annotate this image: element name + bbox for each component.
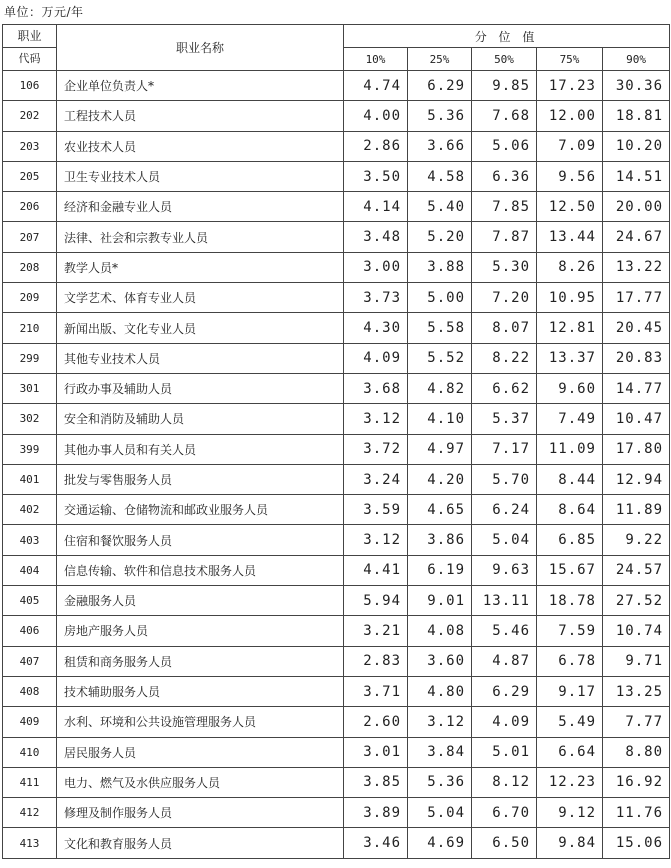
value-p25: 5.04 bbox=[408, 798, 472, 828]
value-p75: 11.09 bbox=[537, 434, 603, 464]
value-p25: 4.58 bbox=[408, 161, 472, 191]
value-p50: 5.37 bbox=[472, 404, 537, 434]
value-p10: 3.72 bbox=[344, 434, 408, 464]
header-percentile-group: 分 位 值 bbox=[344, 25, 670, 48]
table-row bbox=[3, 283, 670, 313]
value-p10: 4.41 bbox=[344, 555, 408, 585]
value-p75: 13.37 bbox=[537, 343, 603, 373]
table-row bbox=[3, 101, 670, 131]
occupation-name: 金融服务人员 bbox=[57, 586, 344, 616]
occupation-name: 工程技术人员 bbox=[57, 101, 344, 131]
value-p50: 9.63 bbox=[472, 555, 537, 585]
value-p75: 7.09 bbox=[537, 131, 603, 161]
header-code-line1: 职业 bbox=[3, 25, 57, 48]
value-p25: 4.08 bbox=[408, 616, 472, 646]
header-p10: 10% bbox=[344, 48, 408, 71]
occupation-name: 行政办事及辅助人员 bbox=[57, 373, 344, 403]
value-p75: 7.49 bbox=[537, 404, 603, 434]
occupation-name: 技术辅助服务人员 bbox=[57, 676, 344, 706]
occupation-code: 207 bbox=[3, 222, 57, 252]
header-p25: 25% bbox=[408, 48, 472, 71]
value-p90: 7.77 bbox=[603, 707, 670, 737]
value-p90: 12.94 bbox=[603, 464, 670, 494]
value-p10: 3.85 bbox=[344, 767, 408, 797]
value-p25: 5.58 bbox=[408, 313, 472, 343]
value-p75: 17.23 bbox=[537, 71, 603, 101]
value-p10: 3.46 bbox=[344, 828, 408, 858]
occupation-name: 电力、燃气及水供应服务人员 bbox=[57, 767, 344, 797]
table-row bbox=[3, 525, 670, 555]
value-p75: 13.44 bbox=[537, 222, 603, 252]
occupation-code: 302 bbox=[3, 404, 57, 434]
value-p90: 14.77 bbox=[603, 373, 670, 403]
value-p50: 4.09 bbox=[472, 707, 537, 737]
occupation-code: 413 bbox=[3, 828, 57, 858]
value-p25: 4.65 bbox=[408, 495, 472, 525]
occupation-code: 210 bbox=[3, 313, 57, 343]
occupation-name: 租赁和商务服务人员 bbox=[57, 646, 344, 676]
value-p75: 9.84 bbox=[537, 828, 603, 858]
value-p25: 3.88 bbox=[408, 252, 472, 282]
value-p25: 5.20 bbox=[408, 222, 472, 252]
occupation-name: 信息传输、软件和信息技术服务人员 bbox=[57, 555, 344, 585]
value-p75: 15.67 bbox=[537, 555, 603, 585]
table-row bbox=[3, 646, 670, 676]
header-p75: 75% bbox=[537, 48, 603, 71]
occupation-code: 202 bbox=[3, 101, 57, 131]
value-p10: 3.68 bbox=[344, 373, 408, 403]
header-p90: 90% bbox=[603, 48, 670, 71]
value-p50: 6.62 bbox=[472, 373, 537, 403]
table-row bbox=[3, 676, 670, 706]
value-p10: 4.30 bbox=[344, 313, 408, 343]
occupation-name: 文学艺术、体育专业人员 bbox=[57, 283, 344, 313]
value-p50: 6.24 bbox=[472, 495, 537, 525]
value-p50: 9.85 bbox=[472, 71, 537, 101]
header-code-line2: 代码 bbox=[3, 48, 57, 71]
value-p25: 5.40 bbox=[408, 192, 472, 222]
value-p25: 4.97 bbox=[408, 434, 472, 464]
table-row bbox=[3, 131, 670, 161]
value-p25: 5.00 bbox=[408, 283, 472, 313]
value-p75: 8.44 bbox=[537, 464, 603, 494]
value-p50: 7.20 bbox=[472, 283, 537, 313]
table-row bbox=[3, 767, 670, 797]
value-p10: 3.12 bbox=[344, 404, 408, 434]
value-p25: 4.82 bbox=[408, 373, 472, 403]
value-p90: 20.00 bbox=[603, 192, 670, 222]
occupation-code: 205 bbox=[3, 161, 57, 191]
value-p90: 10.47 bbox=[603, 404, 670, 434]
value-p10: 3.01 bbox=[344, 737, 408, 767]
value-p75: 9.56 bbox=[537, 161, 603, 191]
value-p90: 30.36 bbox=[603, 71, 670, 101]
salary-percentile-table bbox=[2, 24, 670, 859]
value-p75: 6.85 bbox=[537, 525, 603, 555]
occupation-name: 交通运输、仓储物流和邮政业服务人员 bbox=[57, 495, 344, 525]
occupation-name: 文化和教育服务人员 bbox=[57, 828, 344, 858]
occupation-code: 412 bbox=[3, 798, 57, 828]
value-p50: 6.36 bbox=[472, 161, 537, 191]
value-p25: 4.80 bbox=[408, 676, 472, 706]
value-p10: 3.73 bbox=[344, 283, 408, 313]
value-p10: 2.83 bbox=[344, 646, 408, 676]
value-p90: 11.76 bbox=[603, 798, 670, 828]
table-row bbox=[3, 586, 670, 616]
value-p50: 7.87 bbox=[472, 222, 537, 252]
value-p90: 9.22 bbox=[603, 525, 670, 555]
value-p90: 10.20 bbox=[603, 131, 670, 161]
value-p25: 3.12 bbox=[408, 707, 472, 737]
value-p25: 3.86 bbox=[408, 525, 472, 555]
value-p10: 4.00 bbox=[344, 101, 408, 131]
value-p90: 17.77 bbox=[603, 283, 670, 313]
table-row bbox=[3, 555, 670, 585]
table-row bbox=[3, 313, 670, 343]
value-p10: 3.48 bbox=[344, 222, 408, 252]
value-p75: 6.64 bbox=[537, 737, 603, 767]
occupation-name: 企业单位负责人* bbox=[57, 71, 344, 101]
table-row bbox=[3, 828, 670, 858]
value-p90: 13.22 bbox=[603, 252, 670, 282]
unit-label: 单位：万元/年 bbox=[4, 5, 84, 19]
value-p75: 9.60 bbox=[537, 373, 603, 403]
value-p50: 8.12 bbox=[472, 767, 537, 797]
value-p50: 5.06 bbox=[472, 131, 537, 161]
value-p75: 9.12 bbox=[537, 798, 603, 828]
value-p75: 8.64 bbox=[537, 495, 603, 525]
occupation-name: 经济和金融专业人员 bbox=[57, 192, 344, 222]
value-p25: 3.60 bbox=[408, 646, 472, 676]
value-p90: 24.57 bbox=[603, 555, 670, 585]
occupation-code: 399 bbox=[3, 434, 57, 464]
value-p50: 5.30 bbox=[472, 252, 537, 282]
value-p25: 4.69 bbox=[408, 828, 472, 858]
value-p90: 15.06 bbox=[603, 828, 670, 858]
value-p10: 5.94 bbox=[344, 586, 408, 616]
value-p25: 9.01 bbox=[408, 586, 472, 616]
occupation-name: 农业技术人员 bbox=[57, 131, 344, 161]
occupation-name: 住宿和餐饮服务人员 bbox=[57, 525, 344, 555]
value-p25: 4.10 bbox=[408, 404, 472, 434]
value-p75: 12.81 bbox=[537, 313, 603, 343]
occupation-code: 406 bbox=[3, 616, 57, 646]
table-row bbox=[3, 252, 670, 282]
occupation-name: 卫生专业技术人员 bbox=[57, 161, 344, 191]
value-p10: 4.74 bbox=[344, 71, 408, 101]
value-p50: 8.22 bbox=[472, 343, 537, 373]
occupation-code: 410 bbox=[3, 737, 57, 767]
occupation-code: 209 bbox=[3, 283, 57, 313]
occupation-code: 408 bbox=[3, 676, 57, 706]
value-p75: 7.59 bbox=[537, 616, 603, 646]
value-p10: 3.21 bbox=[344, 616, 408, 646]
occupation-name: 修理及制作服务人员 bbox=[57, 798, 344, 828]
occupation-code: 301 bbox=[3, 373, 57, 403]
table-row bbox=[3, 616, 670, 646]
table-row bbox=[3, 707, 670, 737]
value-p50: 6.50 bbox=[472, 828, 537, 858]
value-p50: 7.85 bbox=[472, 192, 537, 222]
value-p75: 12.50 bbox=[537, 192, 603, 222]
value-p10: 4.14 bbox=[344, 192, 408, 222]
value-p90: 8.80 bbox=[603, 737, 670, 767]
value-p50: 13.11 bbox=[472, 586, 537, 616]
occupation-code: 106 bbox=[3, 71, 57, 101]
value-p25: 5.36 bbox=[408, 101, 472, 131]
occupation-name: 教学人员* bbox=[57, 252, 344, 282]
value-p90: 27.52 bbox=[603, 586, 670, 616]
value-p75: 8.26 bbox=[537, 252, 603, 282]
value-p50: 5.01 bbox=[472, 737, 537, 767]
table-row bbox=[3, 71, 670, 101]
value-p10: 2.60 bbox=[344, 707, 408, 737]
value-p75: 12.00 bbox=[537, 101, 603, 131]
value-p90: 13.25 bbox=[603, 676, 670, 706]
occupation-name: 其他办事人员和有关人员 bbox=[57, 434, 344, 464]
value-p90: 20.45 bbox=[603, 313, 670, 343]
header-p50: 50% bbox=[472, 48, 537, 71]
value-p50: 7.17 bbox=[472, 434, 537, 464]
value-p90: 14.51 bbox=[603, 161, 670, 191]
table-row bbox=[3, 404, 670, 434]
value-p90: 10.74 bbox=[603, 616, 670, 646]
value-p75: 9.17 bbox=[537, 676, 603, 706]
value-p75: 6.78 bbox=[537, 646, 603, 676]
occupation-code: 299 bbox=[3, 343, 57, 373]
value-p50: 5.04 bbox=[472, 525, 537, 555]
value-p10: 2.86 bbox=[344, 131, 408, 161]
table-row bbox=[3, 192, 670, 222]
occupation-name: 房地产服务人员 bbox=[57, 616, 344, 646]
value-p10: 3.59 bbox=[344, 495, 408, 525]
value-p25: 5.52 bbox=[408, 343, 472, 373]
occupation-code: 208 bbox=[3, 252, 57, 282]
value-p75: 18.78 bbox=[537, 586, 603, 616]
value-p50: 6.29 bbox=[472, 676, 537, 706]
occupation-code: 402 bbox=[3, 495, 57, 525]
occupation-code: 404 bbox=[3, 555, 57, 585]
value-p25: 5.36 bbox=[408, 767, 472, 797]
value-p90: 18.81 bbox=[603, 101, 670, 131]
table-row bbox=[3, 737, 670, 767]
value-p90: 11.89 bbox=[603, 495, 670, 525]
occupation-code: 405 bbox=[3, 586, 57, 616]
value-p10: 3.89 bbox=[344, 798, 408, 828]
value-p90: 16.92 bbox=[603, 767, 670, 797]
value-p90: 20.83 bbox=[603, 343, 670, 373]
occupation-name: 新闻出版、文化专业人员 bbox=[57, 313, 344, 343]
value-p75: 10.95 bbox=[537, 283, 603, 313]
occupation-name: 法律、社会和宗教专业人员 bbox=[57, 222, 344, 252]
occupation-code: 401 bbox=[3, 464, 57, 494]
value-p50: 5.46 bbox=[472, 616, 537, 646]
value-p50: 5.70 bbox=[472, 464, 537, 494]
value-p10: 3.12 bbox=[344, 525, 408, 555]
value-p25: 6.19 bbox=[408, 555, 472, 585]
occupation-code: 407 bbox=[3, 646, 57, 676]
table-row bbox=[3, 222, 670, 252]
value-p90: 24.67 bbox=[603, 222, 670, 252]
table-row bbox=[3, 343, 670, 373]
value-p25: 6.29 bbox=[408, 71, 472, 101]
occupation-code: 403 bbox=[3, 525, 57, 555]
value-p10: 3.50 bbox=[344, 161, 408, 191]
value-p25: 3.84 bbox=[408, 737, 472, 767]
value-p75: 5.49 bbox=[537, 707, 603, 737]
table-row bbox=[3, 434, 670, 464]
value-p90: 17.80 bbox=[603, 434, 670, 464]
value-p10: 4.09 bbox=[344, 343, 408, 373]
table-row bbox=[3, 161, 670, 191]
occupation-name: 居民服务人员 bbox=[57, 737, 344, 767]
value-p10: 3.24 bbox=[344, 464, 408, 494]
value-p25: 3.66 bbox=[408, 131, 472, 161]
occupation-name: 其他专业技术人员 bbox=[57, 343, 344, 373]
value-p50: 4.87 bbox=[472, 646, 537, 676]
occupation-code: 411 bbox=[3, 767, 57, 797]
occupation-name: 批发与零售服务人员 bbox=[57, 464, 344, 494]
table-row bbox=[3, 495, 670, 525]
occupation-name: 水利、环境和公共设施管理服务人员 bbox=[57, 707, 344, 737]
value-p90: 9.71 bbox=[603, 646, 670, 676]
occupation-code: 206 bbox=[3, 192, 57, 222]
value-p50: 7.68 bbox=[472, 101, 537, 131]
value-p10: 3.71 bbox=[344, 676, 408, 706]
header-occupation-name: 职业名称 bbox=[57, 25, 344, 71]
occupation-name: 安全和消防及辅助人员 bbox=[57, 404, 344, 434]
value-p50: 6.70 bbox=[472, 798, 537, 828]
value-p50: 8.07 bbox=[472, 313, 537, 343]
occupation-code: 409 bbox=[3, 707, 57, 737]
table-row bbox=[3, 373, 670, 403]
value-p25: 4.20 bbox=[408, 464, 472, 494]
table-row bbox=[3, 798, 670, 828]
table-row bbox=[3, 464, 670, 494]
occupation-code: 203 bbox=[3, 131, 57, 161]
value-p10: 3.00 bbox=[344, 252, 408, 282]
value-p75: 12.23 bbox=[537, 767, 603, 797]
